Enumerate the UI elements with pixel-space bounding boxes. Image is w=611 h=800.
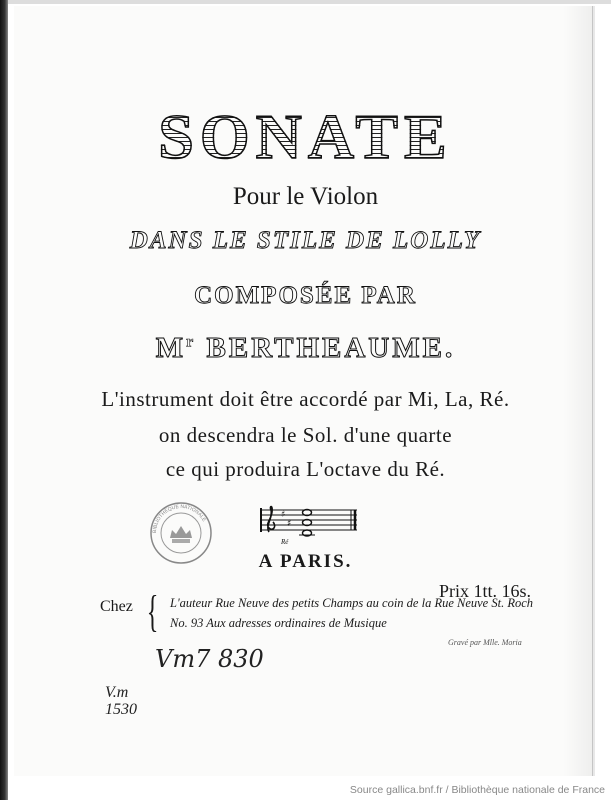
document-title: SONATE (0, 100, 611, 174)
svg-text:♯: ♯ (281, 510, 286, 520)
source-credit: Source gallica.bnf.fr / Bibliothèque nationale de France (349, 784, 605, 796)
svg-text:♯: ♯ (287, 519, 292, 529)
composer-prefix-sup: r (186, 333, 197, 351)
price-label: Prix 1tt. 16s. (438, 581, 531, 601)
address-line-1: L'auteur Rue Neuve des petits Champs au coin de la Rue Neuve St. Roch (170, 596, 534, 610)
chez-label: Chez (100, 598, 133, 615)
composer-prefix: M (155, 332, 187, 364)
composed-by-label: COMPOSÉE PAR (194, 282, 417, 309)
shelfmark-handwritten-2a: V.m (105, 684, 129, 701)
subtitle-line-1: Pour le Violon (232, 183, 379, 210)
instruction-line-2: on descendra le Sol. d'une quarte (158, 423, 453, 447)
publisher-city: A PARIS. (258, 551, 353, 572)
composer-name: BERTHEAUME. (206, 332, 456, 364)
instruction-line-1: L'instrument doit être accordé par Mi, La, Ré. (101, 387, 510, 411)
stamp-text: BIBLIOTHÈQUE NATIONALE (151, 503, 207, 534)
shelfmark-handwritten-2b: 1530 (105, 701, 137, 718)
brace-mark: { (146, 587, 159, 636)
music-staff-example (259, 504, 359, 546)
engraver-credit: Gravé par Mlle. Moria (448, 638, 522, 647)
scan-top-edge (0, 0, 611, 4)
instruction-line-3: ce qui produira L'octave du Ré. (165, 457, 446, 481)
shelfmark-handwritten-1: Vm7 830 (155, 645, 264, 673)
address-line-2: No. 93 Aux adresses ordinaires de Musique (170, 616, 387, 630)
composer-line (0, 332, 611, 365)
note-label: Ré (281, 538, 289, 546)
subtitle-line-2: DANS LE STILE DE LOLLY (129, 227, 482, 254)
